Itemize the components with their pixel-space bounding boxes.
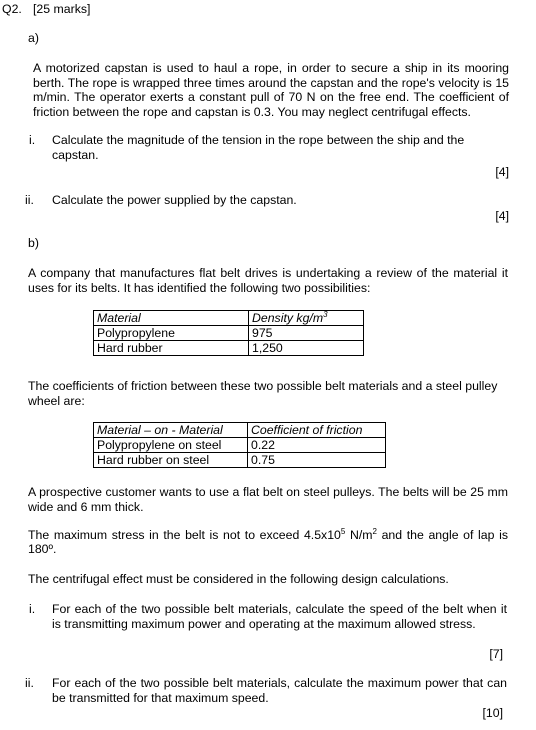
table-cell: Hard rubber xyxy=(94,341,249,356)
part-a-q2-text: Calculate the power supplied by the capstan. xyxy=(52,193,297,207)
part-b-label: b) xyxy=(28,236,39,250)
part-b-q1-number: i. xyxy=(29,602,36,616)
table-cell: 1,250 xyxy=(249,341,364,356)
stress-text-a: The maximum stress in the belt is not to exceed 4.5x10 xyxy=(28,528,341,542)
table-row xyxy=(94,326,364,341)
table-header-cell: Material xyxy=(94,311,249,326)
part-b-q2-marks: [10] xyxy=(482,706,503,720)
part-b-q2-text: For each of the two possible belt materials, calculate the maximum power that can be transmitted for that maximum speed. xyxy=(52,676,507,705)
part-a-q1-text: Calculate the magnitude of the tension in the rope between the ship and the capstan. xyxy=(52,133,465,162)
table-cell: Polypropylene xyxy=(94,326,249,341)
part-a-q2-marks: [4] xyxy=(495,209,509,223)
table-header-row xyxy=(94,423,386,438)
part-a-q2-number: ii. xyxy=(25,193,34,207)
part-b-q2-number: ii. xyxy=(25,676,34,690)
density-table xyxy=(93,310,364,356)
stress-line-1 xyxy=(28,528,508,543)
table-cell: Polypropylene on steel xyxy=(94,438,248,453)
table-header-cell: Material – on - Material xyxy=(94,423,248,438)
centrifugal-note: The centrifugal effect must be considered in the following design calculations. xyxy=(28,572,449,586)
stress-line-2: 180º. xyxy=(28,542,57,556)
table-row xyxy=(94,438,386,453)
part-b-q1-marks: [7] xyxy=(489,647,503,661)
customer-requirement: A prospective customer wants to use a flat belt on steel pulleys. The belts will be 25 mm wide and 6 mm thick. xyxy=(28,485,508,514)
table-cell: Hard rubber on steel xyxy=(94,453,248,468)
question-number: Q2. xyxy=(2,2,22,16)
stress-exponent: 5 xyxy=(340,527,346,536)
part-a-q1-marks: [4] xyxy=(495,165,509,179)
table-row xyxy=(94,453,386,468)
part-a-label: a) xyxy=(28,31,39,45)
question-marks: [25 marks] xyxy=(33,2,91,16)
part-b-q1-text: For each of the two possible belt materials, calculate the speed of the belt when it is transmitting maximum power and operating at the maximum allowed stress. xyxy=(52,602,507,631)
table-cell: 0.22 xyxy=(248,438,386,453)
stress-text-b: N/m xyxy=(345,528,373,542)
table-row xyxy=(94,341,364,356)
table-header-row xyxy=(94,311,364,326)
friction-intro: The coefficients of friction between these two possible belt materials and a steel pulley wheel are: xyxy=(28,379,498,408)
table-header-cell: Density $kg/m^3$ xyxy=(249,311,364,326)
stress-text-c: and the angle of lap is xyxy=(376,528,508,542)
table-cell: 0.75 xyxy=(248,453,386,468)
part-a-intro: A motorized capstan is used to haul a rope, in order to secure a ship in its mooring berth. The rope is wrapped three times around the capstan and the rope's velocity is 15 m/min. The operator exerts a constant pull of 70 N on the free end. The coefficient of friction between the rope and capstan is 0.3. You may neglect centrifugal effects. xyxy=(33,61,509,119)
table-cell: 975 xyxy=(249,326,364,341)
area-exponent: 2 xyxy=(372,527,377,536)
friction-table xyxy=(93,422,386,468)
table-header-cell: Coefficient of friction xyxy=(248,423,386,438)
part-b-intro: A company that manufactures flat belt drives is undertaking a review of the material it uses for its belts. It has identified the following two possibilities: xyxy=(28,266,508,295)
part-a-q1-number: i. xyxy=(29,133,36,147)
